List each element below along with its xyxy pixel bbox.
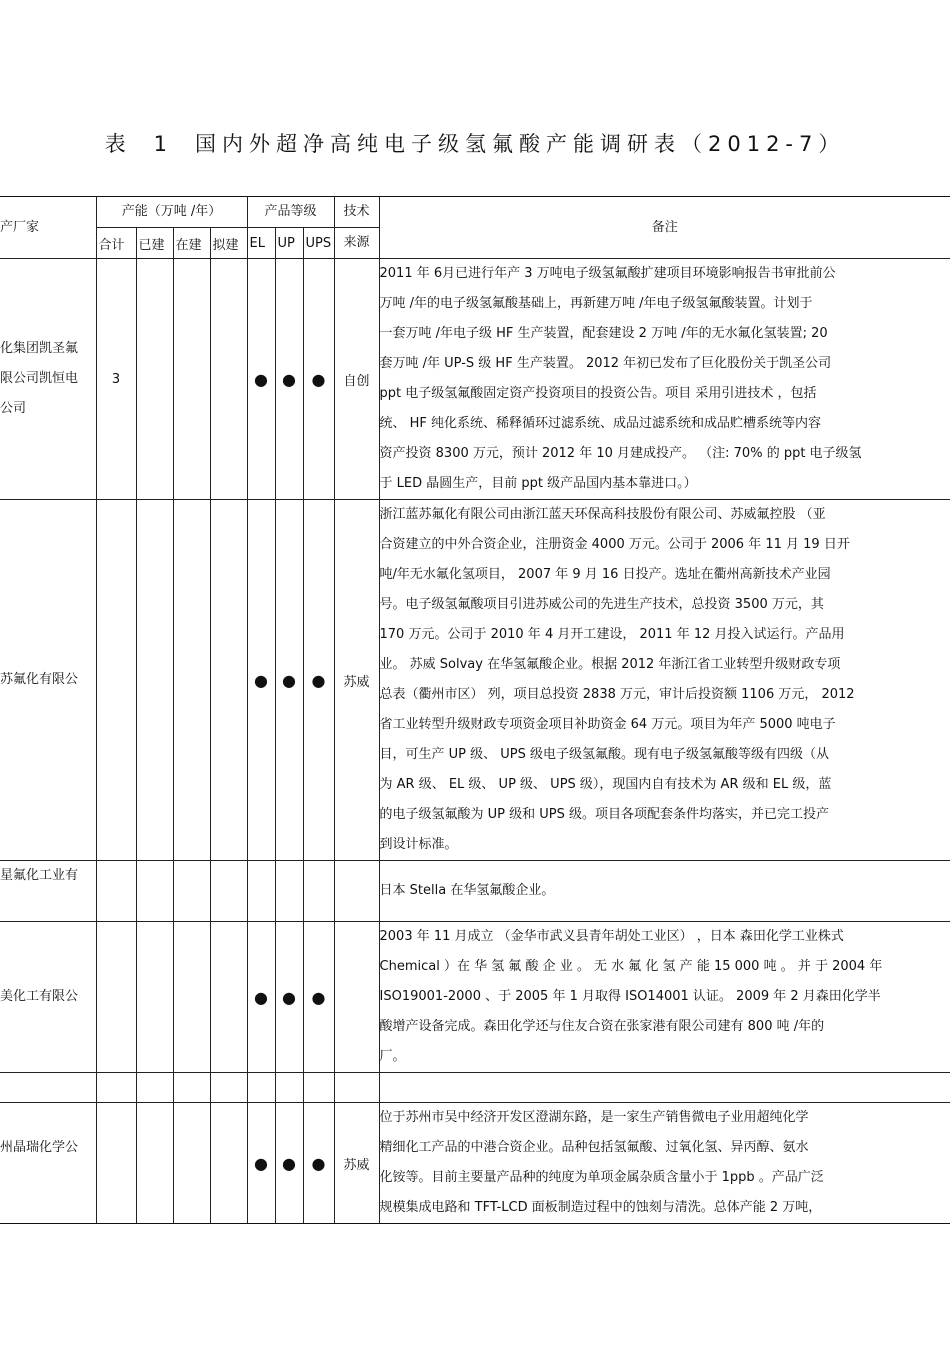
note-line: 规模集成电路和 TFT-LCD 面板制造过程中的蚀刻与清洗。总体产能 2 万吨， xyxy=(379,1200,822,1215)
company-name: 美化工有限公 xyxy=(0,922,96,1073)
table-row xyxy=(0,500,950,861)
header-capacity-label: 产能（万吨 /年） xyxy=(121,204,222,219)
title-number: 1 xyxy=(153,132,173,156)
table-row xyxy=(0,861,950,922)
note-line: ISO19001-2000 、于 2005 年 1 月取得 ISO14001 认证。 2009 年 2 月森田化学半 xyxy=(379,989,881,1004)
capacity-planned xyxy=(210,1073,247,1103)
header-building: 在建 xyxy=(173,228,210,259)
company-name: 苏氟化有限公 xyxy=(0,500,96,861)
header-tech-source: 来源 xyxy=(334,228,379,259)
note-line: 为 AR 级、 EL 级、 UP 级、 UPS 级），现国内自有技术为 AR 级和 EL 级，蓝 xyxy=(379,777,832,792)
note-line: 精细化工产品的中港合资企业。品种包括氢氟酸、过氧化氢、异丙醇、氨水 xyxy=(379,1140,809,1155)
header-built: 已建 xyxy=(136,228,173,259)
header-note-label: 备注 xyxy=(651,219,678,235)
grade-el-dot xyxy=(247,861,275,922)
grade-ups-dot xyxy=(303,861,334,922)
header-el: EL xyxy=(247,228,275,259)
note-cell xyxy=(379,1103,950,1224)
capacity-total: 3 xyxy=(96,259,136,500)
note-line: 吨/年无水氟化氢项目， 2007 年 9 月 16 日投产。选址在衢州高新技术产业园 xyxy=(379,567,831,582)
header-tech xyxy=(334,197,379,228)
header-note xyxy=(379,197,950,259)
company-name: 州晶瑞化学公 xyxy=(0,1103,96,1224)
document-title xyxy=(0,128,950,158)
capacity-built xyxy=(136,922,173,1073)
note-line: 2011 年 6月已进行年产 3 万吨电子级氢氟酸扩建项目环境影响报告书审批前公 xyxy=(379,266,836,281)
grade-ups-dot: ● xyxy=(303,259,334,500)
grade-up-dot: ● xyxy=(275,1103,303,1224)
note-line: 套万吨 /年 UP-S 级 HF 生产装置。 2012 年初已发布了巨化股份关于凯圣公司 xyxy=(379,356,832,371)
capacity-total xyxy=(96,500,136,861)
capacity-planned xyxy=(210,259,247,500)
capacity-building xyxy=(173,1073,210,1103)
grade-up-dot: ● xyxy=(275,500,303,861)
grade-ups-dot: ● xyxy=(303,1103,334,1224)
header-ups: UPS xyxy=(303,228,334,259)
grade-ups-dot xyxy=(303,1073,334,1103)
company-name-line: 限公司凯恒电 xyxy=(0,371,79,386)
capacity-planned xyxy=(210,1103,247,1224)
note-cell xyxy=(379,1073,950,1103)
note-line: 一套万吨 /年电子级 HF 生产装置，配套建设 2 万吨 /年的无水氟化氢装置; 20 xyxy=(379,326,828,341)
capacity-building xyxy=(173,259,210,500)
capacity-building xyxy=(173,500,210,861)
capacity-built xyxy=(136,259,173,500)
header-total: 合计 xyxy=(96,228,136,259)
header-row-1 xyxy=(0,197,950,228)
capacity-total xyxy=(96,922,136,1073)
grade-el-dot: ● xyxy=(247,922,275,1073)
tech-source: 苏威 xyxy=(334,1103,379,1224)
note-line: 省工业转型升级财政专项资金项目补助资金 64 万元。项目为年产 5000 吨电子 xyxy=(379,717,836,732)
grade-up-dot xyxy=(275,1073,303,1103)
header-grade-label: 产品等级 xyxy=(264,204,317,219)
note-line: ppt 电子级氢氟酸固定资产投资项目的投资公告。项目 采用引进技术 ，包括 xyxy=(379,386,817,401)
capacity-planned xyxy=(210,861,247,922)
header-company xyxy=(0,197,96,259)
note-line: 日本 Stella 在华氢氟酸企业。 xyxy=(379,882,555,898)
grade-up-dot xyxy=(275,861,303,922)
table-row xyxy=(0,1073,950,1103)
capacity-built xyxy=(136,1073,173,1103)
tech-source xyxy=(334,861,379,922)
capacity-building xyxy=(173,1103,210,1224)
company-name xyxy=(0,259,96,500)
note-line: 目，可生产 UP 级、 UPS 级电子级氢氟酸。现有电子级氢氟酸等级有四级（从 xyxy=(379,747,830,762)
note-line: 2003 年 11 月成立 （金华市武义县青年胡处工业区） ，日本 森田化学工业株式 xyxy=(379,929,844,944)
note-cell xyxy=(379,922,950,1073)
title-text: 国内外超净高纯电子级氢氟酸产能调研表（2012-7） xyxy=(194,132,846,156)
note-line: 万吨 /年的电子级氢氟酸基础上，再新建万吨 /年电子级氢氟酸装置。计划于 xyxy=(379,296,813,311)
company-name: 星氟化工业有 xyxy=(0,861,96,922)
capacity-total xyxy=(96,1073,136,1103)
capacity-total xyxy=(96,861,136,922)
capacity-total xyxy=(96,1103,136,1224)
note-line: 于 LED 晶圆生产，目前 ppt 级产品国内基本靠进口。） xyxy=(379,476,697,491)
note-line: 厂。 xyxy=(379,1049,406,1064)
company-name-line: 化集团凯圣氟 xyxy=(0,341,79,356)
note-line: 合资建立的中外合资企业，注册资金 4000 万元。公司于 2006 年 11 月 19 日开 xyxy=(379,537,850,552)
header-tech-label: 技术 xyxy=(343,204,370,219)
note-line: 到设计标准。 xyxy=(379,837,458,852)
capacity-built xyxy=(136,500,173,861)
note-line: 的电子级氢氟酸为 UP 级和 UPS 级。项目各项配套条件均落实，并已完工投产 xyxy=(379,807,830,822)
note-line: Chemical ）在 华 氢 氟 酸 企 业 。 无 水 氟 化 氢 产 能 15 000 吨 。 并 于 2004 年 xyxy=(379,959,883,974)
tech-source: 自创 xyxy=(334,259,379,500)
table-row xyxy=(0,1103,950,1224)
grade-ups-dot: ● xyxy=(303,922,334,1073)
grade-el-dot: ● xyxy=(247,500,275,861)
note-line: 浙江蓝苏氟化有限公司由浙江蓝天环保高科技股份有限公司、苏威氟控股 （亚 xyxy=(379,507,826,522)
note-line: 号。电子级氢氟酸项目引进苏威公司的先进生产技术，总投资 3500 万元，其 xyxy=(379,597,824,612)
header-up: UP xyxy=(275,228,303,259)
grade-el-dot: ● xyxy=(247,259,275,500)
title-prefix: 表 xyxy=(104,132,132,156)
grade-el-dot: ● xyxy=(247,1103,275,1224)
header-company-label: 产厂家 xyxy=(0,219,40,235)
tech-source xyxy=(334,922,379,1073)
capacity-built xyxy=(136,861,173,922)
company-name xyxy=(0,1073,96,1103)
header-capacity xyxy=(96,197,247,228)
capacity-survey-table xyxy=(0,196,950,1224)
grade-el-dot xyxy=(247,1073,275,1103)
note-line: 酸增产设备完成。森田化学还与住友合资在张家港有限公司建有 800 吨 /年的 xyxy=(379,1019,825,1034)
note-line: 位于苏州市吴中经济开发区澄湖东路，是一家生产销售微电子业用超纯化学 xyxy=(379,1110,809,1125)
note-line: 总表（衢州市区） 列，项目总投资 2838 万元，审计后投资额 1106 万元， 2012 xyxy=(379,687,855,702)
capacity-planned xyxy=(210,500,247,861)
grade-up-dot: ● xyxy=(275,259,303,500)
note-line: 170 万元。公司于 2010 年 4 月开工建设， 2011 年 12 月投入试运行。产品用 xyxy=(379,627,845,642)
note-line: 资产投资 8300 万元，预计 2012 年 10 月建成投产。 （注: 70% 的 ppt 电子级氢 xyxy=(379,446,862,461)
capacity-building xyxy=(173,922,210,1073)
header-grade xyxy=(247,197,334,228)
note-line: 化铵等。目前主要量产品种的纯度为单项金属杂质含量小于 1ppb 。产品广泛 xyxy=(379,1170,824,1185)
tech-source: 苏威 xyxy=(334,500,379,861)
table-row xyxy=(0,259,950,500)
note-line: 业。 苏威 Solvay 在华氢氟酸企业。根据 2012 年浙江省工业转型升级财政专项 xyxy=(379,657,841,672)
note-cell xyxy=(379,861,950,922)
company-name-line: 公司 xyxy=(0,401,27,416)
capacity-built xyxy=(136,1103,173,1224)
capacity-building xyxy=(173,861,210,922)
table-row xyxy=(0,922,950,1073)
note-cell xyxy=(379,259,950,500)
header-planned: 拟建 xyxy=(210,228,247,259)
capacity-planned xyxy=(210,922,247,1073)
grade-up-dot: ● xyxy=(275,922,303,1073)
tech-source xyxy=(334,1073,379,1103)
note-line: 统、 HF 纯化系统、稀释循环过滤系统、成品过滤系统和成品贮槽系统等内容 xyxy=(379,416,822,431)
note-cell xyxy=(379,500,950,861)
grade-ups-dot: ● xyxy=(303,500,334,861)
